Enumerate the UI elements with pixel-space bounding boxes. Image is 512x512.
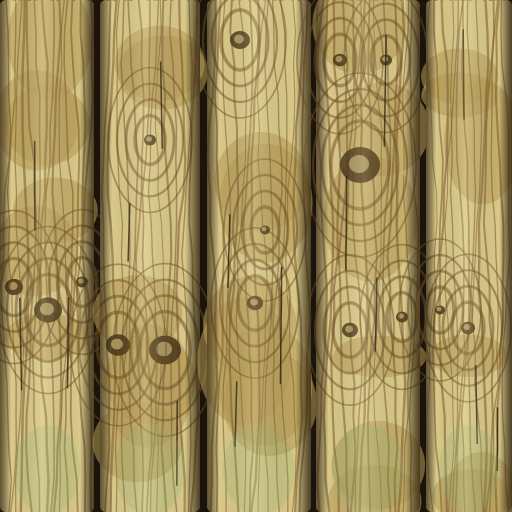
post-shading [100, 0, 200, 512]
post-shading [316, 0, 420, 512]
post-shading [0, 0, 94, 512]
post-shading [207, 0, 311, 512]
post-shading [426, 0, 512, 512]
